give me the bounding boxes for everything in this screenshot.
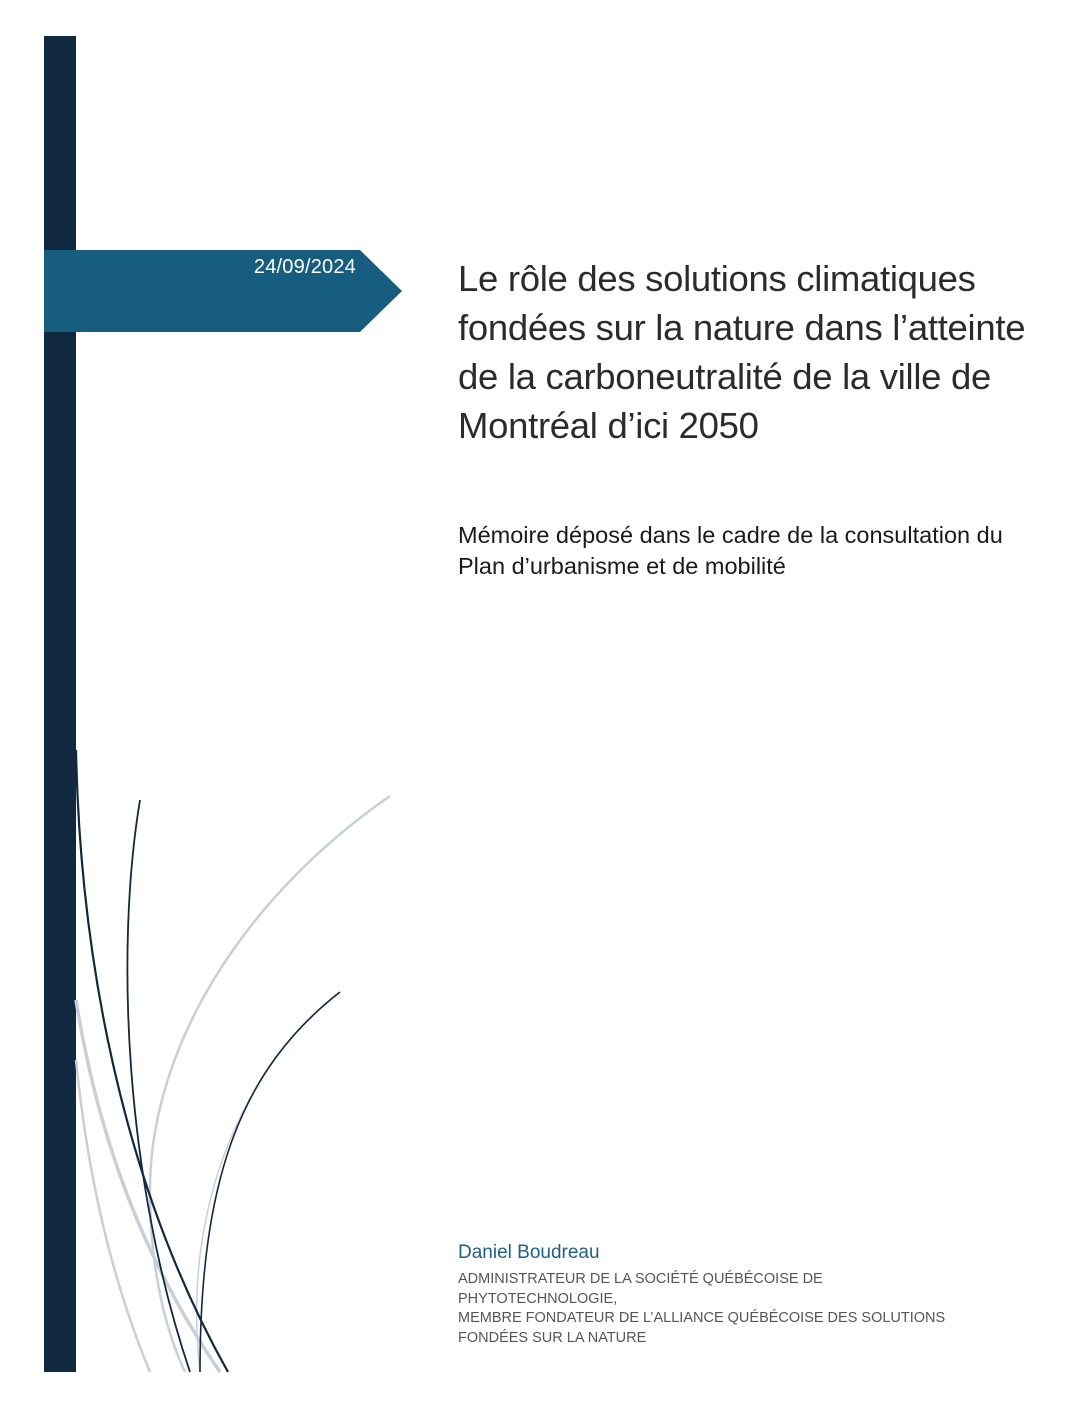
- author-affiliations: [458, 1270, 978, 1348]
- author-name: Daniel Boudreau: [458, 1242, 600, 1263]
- cover-date: 24/09/2024: [253, 256, 356, 278]
- decorative-curve-light-3: [76, 1060, 150, 1372]
- decorative-curve-light-4: [197, 992, 340, 1372]
- affiliation-line: MEMBRE FONDATEUR DE L’ALLIANCE QUÉBÉCOISE DES SOLUTIONS FONDÉES SUR LA NATURE: [458, 1310, 946, 1346]
- decorative-curve-dark-1: [76, 750, 228, 1372]
- affiliation-line: ADMINISTRATEUR DE LA SOCIÉTÉ QUÉBÉCOISE DE PHYTOTECHNOLOGIE,: [458, 1271, 823, 1307]
- document-subtitle: Mémoire déposé dans le cadre de la consultation du Plan d’urbanisme et de mobilité: [458, 522, 1003, 579]
- decorative-curve-dark-3: [200, 992, 340, 1372]
- document-title: Le rôle des solutions climatiques fondées sur la nature dans l’atteinte de la carboneutralité de la ville de Montréal d’ici 2050: [458, 258, 1026, 446]
